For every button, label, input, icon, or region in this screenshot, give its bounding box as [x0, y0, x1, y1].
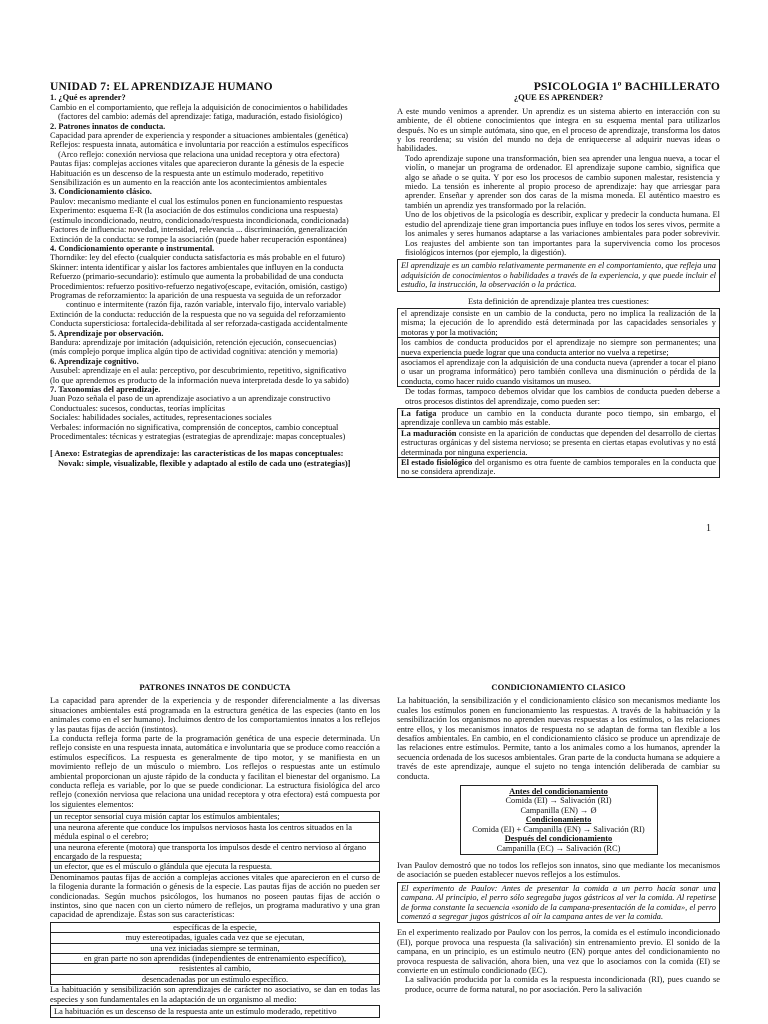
summary-line: Juan Pozo señala el paso de un aprendizaje asociativo a un aprendizaje constructivo	[50, 394, 331, 404]
summary-line: Experimento: esquema E-R (la asociación de dos estímulos condiciona una respuesta)	[50, 206, 338, 216]
innate-paragraph-1: La capacidad para aprender de la experiencia y de responder diferencialmente a las diversas situaciones ambientales está programada en la estructura genética de las especies (tanto en los animales como en el ser humano). Incluimos dentro de los comportamientos innatos a los reflejos y las pautas fijas de acción (instintos).	[50, 696, 380, 734]
section-title: CONDICIONAMIENTO CLASICO	[491, 682, 626, 692]
summary-line: Sensibilización es un aumento en la reacción ante los acontecimientos ambientales	[50, 178, 327, 188]
question-item: los cambios de conducta producidos por el aprendizaje no siempre son permanentes; una nueva experiencia puede lograr que una conducta anterior no vuelva a repetirse;	[398, 338, 719, 358]
document-page-2	[0, 545, 768, 1024]
schema-after-1: Campanilla (EC) → Salivación (RC)	[496, 843, 621, 853]
experiment-box: El experimento de Paulov: Antes de presentar la comida a un perro hacía sonar una campana. Al principio, el perro sólo segregaba jugos gástricos al ver la comida. Al repetirse de forma constante la secuencia «sonido de la campana-presentación de la comida», el perro comenzó a segregar jugos gástricos al oír la campana antes de ver la comida.	[397, 882, 720, 924]
arc-element: una neurona eferente (motora) que transporta los impulsos desde el centro nervioso al órgano encargado de la respuesta;	[51, 843, 379, 863]
course-title: PSICOLOGIA 1º BACHILLERATO	[533, 81, 720, 93]
annex-note	[50, 449, 380, 468]
essay-paragraph-1: A este mundo venimos a aprender. Un aprendiz es un sistema abierto en interacción con su ambiente, de él obtiene conocimientos que integra en su esquema mental para utilizarlos después. No es un simple autómata, sino que, en el proceso de aprendizaje, transforma los datos y los reordena; su visión del mundo no deja de enriquecerse al adquirir nuevas ideas o habilidades.	[397, 106, 720, 154]
summary-line: Paulov: mecanismo mediante el cual los estímulos ponen en funcionamiento respuestas	[50, 196, 343, 206]
summary-line: Programas de reforzamiento: la aparición de una respuesta va seguida de un reforzador	[50, 290, 342, 300]
trait-item: muy estereotipadas, iguales cada vez que se ejecutan,	[51, 933, 379, 943]
schema-before-2: Campanilla (EN) → Ø	[520, 805, 597, 815]
trait-item: en gran parte no son aprendidas (independientes de entrenamiento específico),	[51, 954, 379, 964]
summary-line: Bandura: aprendizaje por imitación (adquisición, retención ejecución, consecuencias)	[50, 337, 337, 347]
essay-column	[397, 83, 720, 478]
summary-line: Procedimientos: refuerzo positivo-refuerzo negativo(escape, evitación, omisión, castigo)	[50, 281, 347, 291]
experiment-paragraph-2: La salivación producida por la comida es la respuesta incondicionada (RI), pues cuando se produce, ocurre de forma natural, no por asociación. Pero la salivación	[405, 975, 720, 994]
summary-line: continuo e intermitente (razón fija, razón variable, intervalo fijo, intervalo variable)	[66, 300, 346, 310]
arc-element: un efector, que es el músculo o glándula que ejecuta la respuesta.	[54, 862, 273, 872]
summary-line: Skinner: intenta identificar y aislar los factores ambientales que influyen en la conducta	[50, 262, 344, 272]
schema-before-label: Antes del condicionamiento	[509, 787, 608, 797]
other-causes-intro: De todas formas, tampoco debemos olvidar que los cambios de conducta pueden deberse a otros procesos distintos del aprendizaje, como pueden ser:	[405, 387, 720, 406]
schema-during-1: Comida (EI) + Campanilla (EN) → Salivación (RI)	[472, 824, 645, 834]
section-title: PATRONES INNATOS DE CONDUCTA	[139, 682, 291, 692]
questions-table	[397, 308, 720, 387]
habituation-paragraph: La habituación y sensibilización son aprendizajes de carácter no asociativo, se dan en todas las especies y son fundamentales en la adaptación de un organismo al medio:	[50, 985, 380, 1004]
cause-text: produce un cambio en la conducta durante poco tiempo, sin embargo, el aprendizaje conlleva un cambio más estable.	[401, 409, 717, 428]
classical-conditioning-column	[397, 683, 720, 994]
page-number: 1	[706, 523, 711, 534]
trait-item: desencadenadas por un estímulo específico.	[141, 974, 289, 984]
summary-line: Extinción de la conducta: se rompe la asociación (puede haber recuperación espontánea)	[50, 234, 347, 244]
section-title: ¿QUE ES APRENDER?	[513, 92, 604, 103]
summary-heading: 2. Patrones innatos de conducta.	[50, 121, 166, 131]
summary-line: (factores del cambio: además del aprendizaje: fatiga, maduración, estado fisiológico)	[58, 112, 343, 122]
summary-line: Thorndike: ley del efecto (cualquier conducta satisfactoria es más probable en el futuro)	[50, 253, 345, 263]
habituation-box: La habituación es un descenso de la respuesta ante un estímulo moderado, repetitivo	[50, 1005, 380, 1018]
essay-paragraph-2: Todo aprendizaje supone una transformación, bien sea aprender una lengua nueva, a tocar el violín, o manejar un programa de ordenador. El aprendizaje supone cambio, significa que algo se añade o se quita. Y por eso los procesos de cambio suponen malestar, resistencia y miedo. La tensión es inherente al propio proceso de aprendizaje: hay que arriesgar para aprender. Enseñar y aprender son dos caras de la misma moneda. El auténtico maestro es también un aprendiz yes transformado por la relación.	[405, 153, 720, 210]
cause-item	[398, 458, 719, 477]
conditioning-paragraph: La habituación, la sensibilización y el condicionamiento clásico son mecanismos mediante los cuales los estímulos ponen en funcionamiento las respuestas. A través de la habituación y la sensibilización los organismos no aprenden nuevas respuestas a los estímulos, o las relaciones entre ellos, y los mecanismos innatos de respuesta no se adaptan de forma tan flexible a los desafíos ambientales. En cambio, en el condicionamiento clásico se produce un aprendizaje de las relaciones entre estímulos. Permite, tanto a los animales como a los humanos, aprender la secuencia ordenada de los sucesos ambientales. Gran parte de la conducta humana se adquiere a través de este aprendizaje, aunque el sujeto no tenga intención deliberada de cambiar su conducta.	[397, 696, 720, 781]
summary-line: Sociales: habilidades sociales, actitudes, representaciones sociales	[50, 413, 272, 423]
summary-heading: 5. Aprendizaje por observación.	[50, 328, 164, 338]
trait-item: una vez iniciadas siempre se terminan,	[51, 944, 379, 954]
arc-element: un receptor sensorial cuya misión captar los estímulos ambientales;	[51, 812, 379, 822]
summary-line: Ausubel: aprendizaje en el aula: perceptivo, por descubrimiento, repetitivo, significativo	[50, 366, 347, 376]
annex-line-1: [ Anexo: Estrategias de aprendizaje: las características de los mapas conceptuales:	[50, 449, 344, 459]
summary-line: Extinción de la conducta: reducción de la respuesta que no va seguida del reforzamiento	[50, 309, 346, 319]
questions-intro: Esta definición de aprendizaje plantea tres cuestiones:	[468, 296, 649, 306]
summary-line: Cambio en el comportamiento, que refleja la adquisición de conocimientos o habilidades	[50, 102, 348, 112]
summary-line: Pautas fijas: complejas acciones vitales que aparecieron durante la génesis de la especie	[50, 159, 344, 169]
summary-heading: 4. Condicionamiento operante o instrumental.	[50, 243, 215, 253]
question-item: el aprendizaje consiste en un cambio de la conducta, pero no implica la realización de la misma; la ejecución de lo aprendido está determinada por las capacidades sensoriales y motoras y por la motivación;	[398, 309, 719, 338]
cause-text: consiste en la aparición de conductas que dependen del desarrollo de ciertas estructuras orgánicas y del sistema nervioso; se presenta en ciertas etapas evolutivas y no está determinada por ninguna experiencia.	[401, 428, 716, 457]
reflex-arc-table	[50, 811, 380, 872]
innate-patterns-column	[50, 683, 380, 1019]
fixed-patterns-paragraph: Denominamos pautas fijas de acción a complejas acciones vitales que aparecieron en el curso de la filogenia durante la formación o génesis de la especie. Las pautas fijas de acción no pueden ser condicionadas. Según muchos psicólogos, los humanos no poseen pautas fijas de acción o instintos, sino que nacen con un cierto número de reflejos, un programa madurativo y una gran capacidad de aprendizaje. Éstas son sus características:	[50, 872, 380, 920]
essay-paragraph-3: Uno de los objetivos de la psicología es describir, explicar y predecir la conducta humana. El estudio del aprendizaje tiene gran importancia pues influye en todos los seres vivos, permite a los animales y seres humanos adaptarse a las variaciones ambientales para poder sobrevivir. Los reajustes del ambiente son tan importantes para la supervivencia como los procesos fisiológicos internos (por ejemplo, la digestión).	[405, 210, 720, 257]
summary-heading: 1. ¿Qué es aprender?	[50, 93, 126, 103]
summary-line: Reflejos: respuesta innata, automática e involuntaria por reacción a estímulos específicos	[50, 140, 349, 150]
annex-line-2: Novak: simple, visualizable, flexible y adaptado al estilo de cada uno (estrategias)]	[58, 458, 351, 468]
summary-heading: 6. Aprendizaje cognitivo.	[50, 356, 139, 366]
summary-line: (estímulo incondicionado, neutro, condicionado/respuesta incondicionada, condicionada)	[50, 215, 349, 225]
trait-item: resistentes al cambio,	[51, 964, 379, 974]
summary-heading: 3. Condicionamiento clásico.	[50, 187, 152, 197]
schema-before-1: Comida (EI) → Salivación (RI)	[505, 796, 612, 806]
unit-title: UNIDAD 7: EL APRENDIZAJE HUMANO	[50, 81, 273, 93]
summary-column	[50, 83, 380, 468]
summary-line: Verbales: información no significativa, comprensión de conceptos, cambio conceptual	[50, 422, 339, 432]
cause-term: La maduración	[401, 428, 457, 438]
summary-line: Capacidad para aprender de experiencia y responder a situaciones ambientales (genética)	[50, 131, 349, 141]
summary-line: Conductuales: sucesos, conductas, teorías implícitas	[50, 403, 225, 413]
summary-heading: 7. Taxonomías del aprendizaje.	[50, 385, 161, 394]
experiment-paragraph-1: En el experimento realizado por Paulov con los perros, la comida es el estímulo incondicionado (EI), porque provoca una respuesta (la salivación) sin entrenamiento previo. El sonido de la campana, en un principio, es un estímulo neutro (EN) porque antes del condicionamiento no provoca respuesta de salivación, ahora bien, una vez que lo asociamos con la comida (EI) se convierte en un estímulo condicionado (EC).	[397, 928, 720, 975]
schema-during-label: Condicionamiento	[525, 815, 592, 825]
summary-line: Procedimentales: técnicas y estrategias (estrategias de aprendizaje: mapas conceptuales)	[50, 432, 346, 442]
summary-line: (más complejo porque implica algún tipo de actividad cognitiva: atención y memoria)	[50, 347, 338, 357]
paulov-paragraph: Ivan Paulov demostró que no todos los reflejos son innatos, sino que mediante los mecanismos de asociación se pueden establecer nuevos reflejos a los estímulos.	[397, 860, 720, 880]
definition-box: El aprendizaje es un cambio relativamente permanente en el comportamiento, que refleja una adquisición de conocimientos o habilidades a través de la experiencia, y que puede incluir el estudio, la instrucción, la observación o la práctica.	[397, 259, 720, 291]
cause-item	[398, 429, 719, 458]
cause-term: El estado fisiológico	[401, 458, 473, 468]
fixed-traits-table	[50, 922, 380, 985]
cause-item	[398, 409, 719, 429]
other-causes-table	[397, 408, 720, 478]
summary-line: Habituación es un descenso de la respuesta ante un estímulo moderado, repetitivo	[50, 168, 324, 178]
schema-after-label: Después del condicionamiento	[504, 834, 613, 844]
cause-text: del organismo es otra fuente de cambios temporales en la conducta que no se considera aprendizaje.	[401, 458, 716, 477]
summary-line: (Arco reflejo: conexión nerviosa que relaciona una unidad receptora y otra efectora)	[58, 149, 340, 159]
summary-line: Factores de influencia: novedad, intensidad, relevancia ... discriminación, generalización	[50, 225, 348, 235]
question-item: asociamos el aprendizaje con la adquisición de una conducta nueva (aprender a tocar el piano o usar un programa informático) pero también conlleva una disminución o pérdida de la conducta, como hacer ruido cuando visitamos un museo.	[401, 357, 716, 386]
trait-item: específicas de la especie,	[51, 923, 379, 933]
innate-paragraph-2: La conducta refleja forma parte de la programación genética de una especie determinada. Un reflejo consiste en una respuesta innata, automática e involuntaria que se produce como reacción a estímulos específicos. La respuesta es generalmente de tipo motor, y se manifiesta en un movimiento reflejo de un músculo o miembro. Los reflejos o respuestas ante un estímulo ambiental proporcionan un ajuste rápido de la conducta y facilitan el bienestar del organismo. La conducta refleja es variable, por lo que se puede condicionar. La estructura fisiológica del arco reflejo (conexión nerviosa que relaciona una unidad receptora y otra efectora) está compuesta por los siguientes elementos:	[50, 734, 380, 809]
arc-element: una neurona aferente que conduce los impulsos nerviosos hasta los centros situados en la médula espinal o el cerebro;	[51, 823, 379, 843]
summary-line: Conducta supersticiosa: fortalecida-debilitada al ser reforzada-castigada accidentalmente	[50, 319, 348, 329]
cause-term: La fatiga	[401, 409, 437, 418]
summary-line: Refuerzo (primario-secundario): estímulo que aumenta la probabilidad de una conducta	[50, 272, 344, 282]
summary-list	[50, 93, 380, 441]
summary-line: (lo que aprendemos es producto de la información nueva interpretada desde lo ya sabido)	[50, 375, 349, 385]
conditioning-schema	[460, 785, 658, 855]
